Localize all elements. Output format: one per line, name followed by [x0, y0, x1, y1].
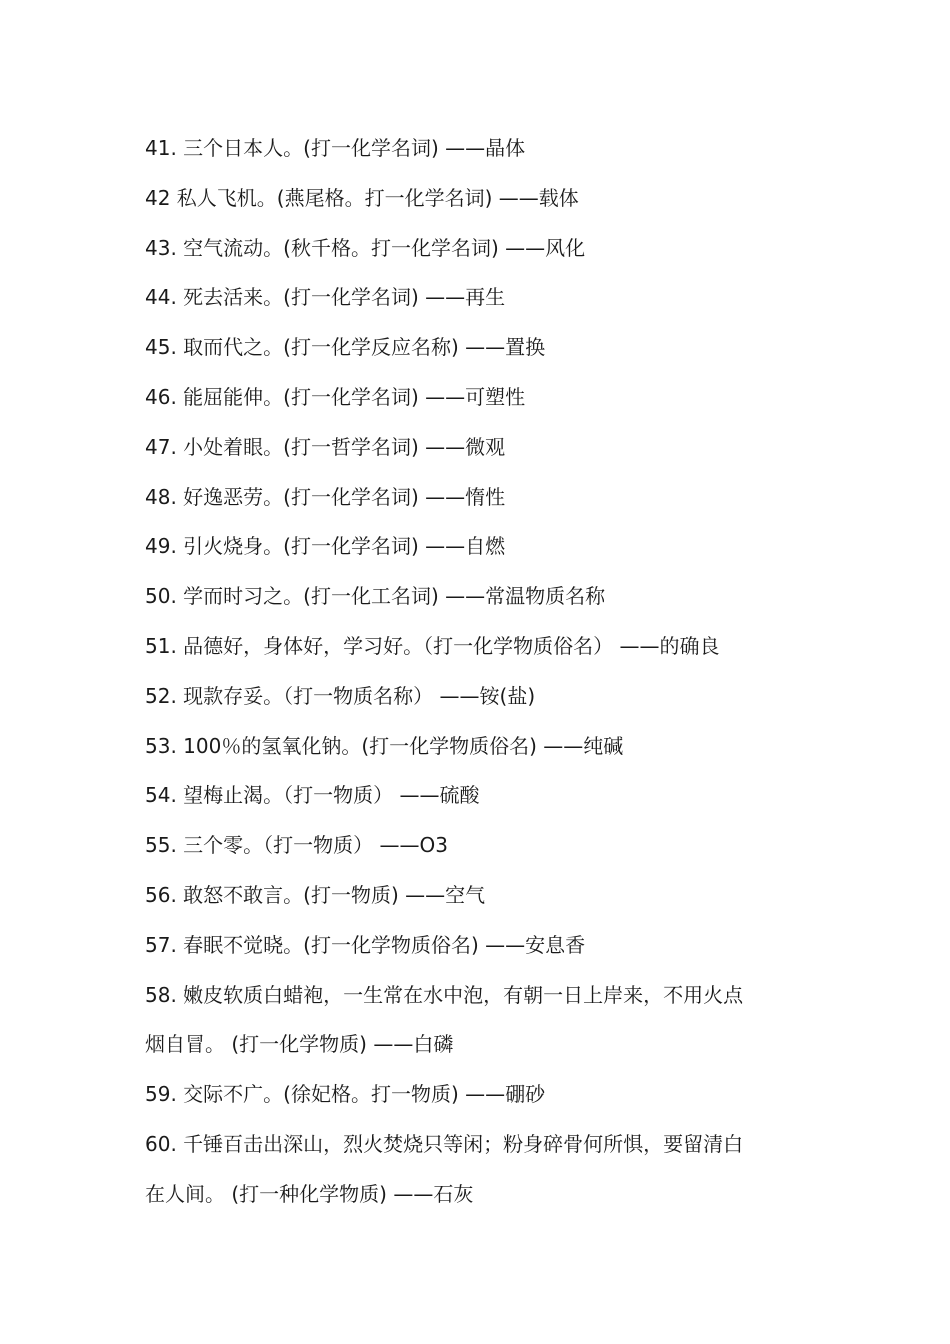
- riddle-line-42: 42 私人飞机。(燕尾格。打一化学名词) ——载体: [145, 185, 579, 210]
- riddle-line-53: 53. 100％的氢氧化钠。(打一化学物质俗名) ——纯碱: [145, 733, 624, 758]
- riddle-line-58a: 58. 嫩皮软质白蜡袍，一生常在水中泡，有朝一日上岸来，不用火点: [145, 982, 744, 1007]
- riddle-list: [145, 124, 815, 1220]
- riddle-line-41: 41. 三个日本人。(打一化学名词) ——晶体: [145, 136, 526, 160]
- riddle-line-46: 46. 能屈能伸。(打一化学名词) ——可塑性: [145, 384, 526, 409]
- riddle-line-60b: 在人间。 (打一种化学物质) ——石灰: [145, 1181, 474, 1206]
- riddle-line-59: 59. 交际不广。(徐妃格。打一物质) ——硼砂: [145, 1082, 546, 1107]
- riddle-line-57: 57. 春眠不觉晓。(打一化学物质俗名) ——安息香: [145, 932, 586, 957]
- riddle-line-45: 45. 取而代之。(打一化学反应名称) ——置换: [145, 335, 546, 360]
- riddle-line-50: 50. 学而时习之。(打一化工名词) ——常温物质名称: [145, 584, 606, 609]
- riddle-line-47: 47. 小处着眼。(打一哲学名词) ——微观: [145, 434, 506, 459]
- riddle-line-54: 54. 望梅止渴。（打一物质） ——硫酸: [145, 783, 480, 808]
- riddle-line-56: 56. 敢怒不敢言。(打一物质) ——空气: [145, 882, 486, 907]
- riddle-line-44: 44. 死去活来。(打一化学名词) ——再生: [145, 285, 506, 310]
- riddle-line-52: 52. 现款存妥。（打一物质名称） ——铵(盐): [145, 683, 536, 708]
- riddle-line-49: 49. 引火烧身。(打一化学名词) ——自燃: [145, 534, 506, 559]
- riddle-line-43: 43. 空气流动。(秋千格。打一化学名词) ——风化: [145, 235, 586, 260]
- riddle-line-55: 55. 三个零。（打一物质） ——O3: [145, 833, 448, 858]
- riddle-line-60a: 60. 千锤百击出深山，烈火焚烧只等闲；粉身碎骨何所惧，要留清白: [145, 1131, 744, 1156]
- riddle-line-48: 48. 好逸恶劳。(打一化学名词) ——惰性: [145, 484, 506, 509]
- riddle-line-51: 51. 品德好，身体好，学习好。（打一化学物质俗名） ——的确良: [145, 633, 720, 658]
- riddle-line-58b: 烟自冒。 (打一化学物质) ——白磷: [145, 1032, 454, 1057]
